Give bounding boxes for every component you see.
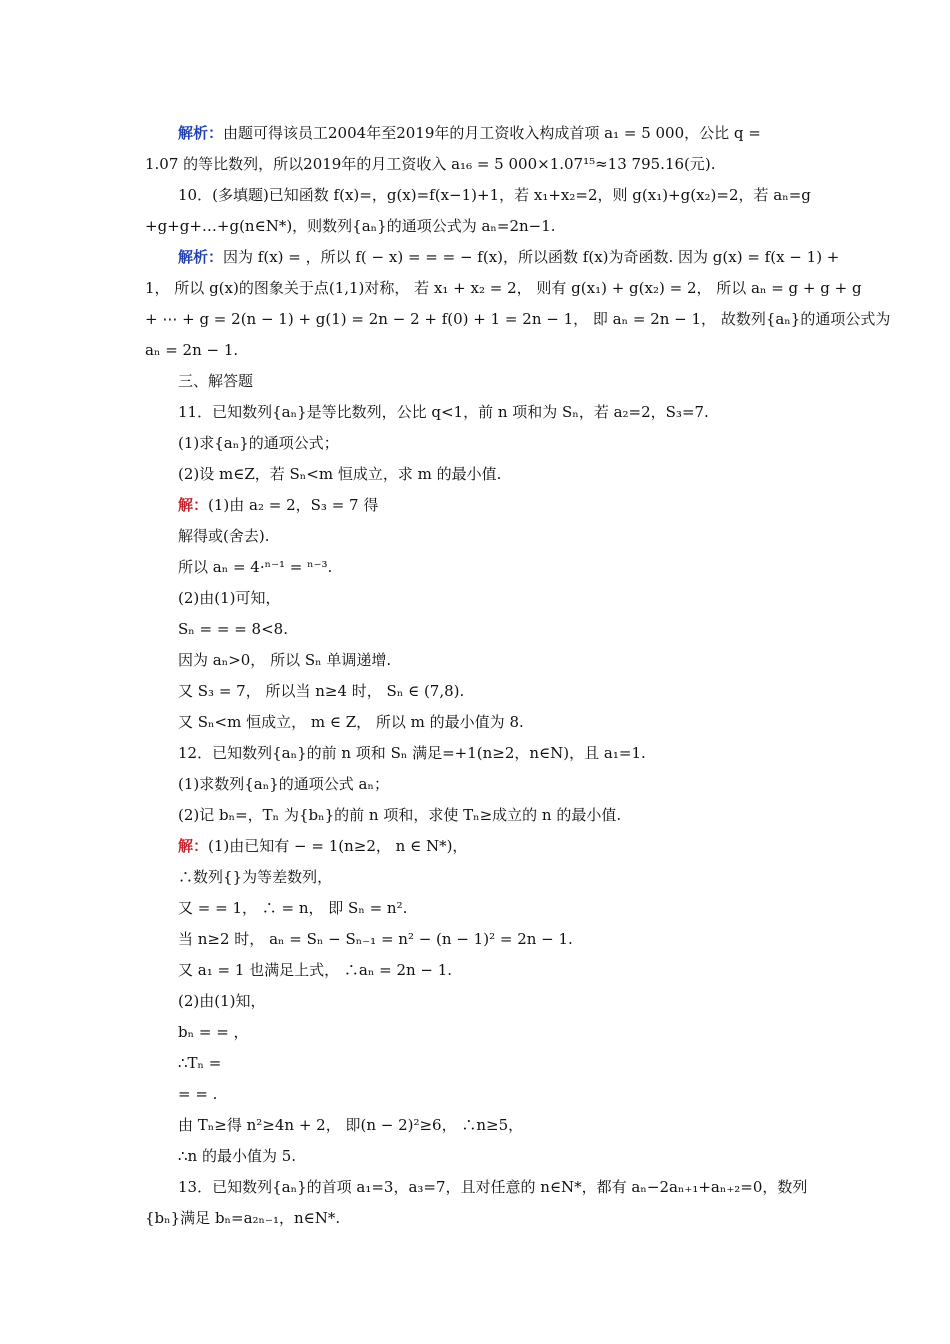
text-line: (2)记 bₙ=，Tₙ 为{bₙ}的前 n 项和，求使 Tₙ≥成立的 n 的最小值. — [178, 806, 622, 824]
text-line: (1)求数列{aₙ}的通项公式 aₙ； — [178, 775, 389, 793]
solution-label: 解： — [178, 496, 209, 514]
text-line: 当 n≥2 时， aₙ = Sₙ − Sₙ₋₁ = n² − (n − 1)² = 2n − 1. — [178, 930, 573, 948]
text-line: 又 S₃ = 7， 所以当 n≥4 时， Sₙ ∈ (7,8). — [178, 682, 465, 700]
text-line: = = . — [178, 1085, 218, 1103]
text-line: + ⋯ + g = 2(n − 1) + g(1) = 2n − 2 + f(0) + 1 = 2n − 1， 即 aₙ = 2n − 1， 故数列{aₙ}的通项公式为 — [145, 310, 891, 328]
text-line: 1， 所以 g(x)的图象关于点(1,1)对称， 若 x₁ + x₂ = 2， 则有 g(x₁) + g(x₂) = 2， 所以 aₙ = g + g + g — [145, 279, 862, 297]
text-line: 又 Sₙ<m 恒成立， m ∈ Z， 所以 m 的最小值为 8. — [178, 713, 524, 731]
text-line: Sₙ = = = 8<8. — [178, 620, 288, 638]
text-line: 又 = = 1， ∴ = n， 即 Sₙ = n². — [178, 899, 408, 917]
question-12: 12．已知数列{aₙ}的前 n 项和 Sₙ 满足=+1(n≥2，n∈N)，且 a₁=1. — [178, 744, 646, 762]
text-line: 因为 aₙ>0， 所以 Sₙ 单调递增. — [178, 651, 392, 669]
question-11: 11．已知数列{aₙ}是等比数列，公比 q<1，前 n 项和为 Sₙ，若 a₂=2，S₃=7. — [178, 403, 709, 421]
text-line: (2)设 m∈Z，若 Sₙ<m 恒成立，求 m 的最小值. — [178, 465, 502, 483]
text-line: 1.07 的等比数列，所以2019年的月工资收入 a₁₆ = 5 000×1.07¹⁵≈13 795.16(元). — [145, 155, 716, 173]
text-line: +g+g+…+g(n∈N*)，则数列{aₙ}的通项公式为 aₙ=2n−1. — [145, 217, 556, 235]
text-line: 所以 aₙ = 4·ⁿ⁻¹ = ⁿ⁻³. — [178, 558, 333, 576]
text-line: 由 Tₙ≥得 n²≥4n + 2， 即(n − 2)²≥6， ∴n≥5， — [178, 1116, 524, 1134]
text-line: ∴Tₙ = — [178, 1054, 222, 1072]
text-line: 解得或(舍去). — [178, 527, 270, 545]
text-line: 解：(1)由已知有 − = 1(n≥2， n ∈ N*)， — [178, 837, 468, 855]
analysis-label: 解析： — [178, 124, 224, 142]
text-line: ∴数列{}为等差数列， — [178, 868, 333, 886]
question-13: 13．已知数列{aₙ}的首项 a₁=3，a₃=7，且对任意的 n∈N*，都有 aₙ−2aₙ₊₁+aₙ₊₂=0，数列 — [178, 1178, 808, 1196]
text-line: bₙ = = ， — [178, 1023, 249, 1041]
analysis-label: 解析： — [178, 248, 224, 266]
text-line: (1)求{aₙ}的通项公式； — [178, 434, 339, 452]
solution-label: 解： — [178, 837, 209, 855]
text-line: {bₙ}满足 bₙ=a₂ₙ₋₁，n∈N*. — [145, 1209, 341, 1227]
text-line: 解析：由题可得该员工2004年至2019年的月工资收入构成首项 a₁ = 5 000，公比 q = — [178, 124, 761, 142]
text-line: (2)由(1)知， — [178, 992, 266, 1010]
text-line: (2)由(1)可知， — [178, 589, 281, 607]
section-heading: 三、解答题 — [178, 372, 254, 390]
text-line: 解：(1)由 a₂ = 2，S₃ = 7 得 — [178, 496, 379, 514]
text-line: 又 a₁ = 1 也满足上式， ∴aₙ = 2n − 1. — [178, 961, 453, 979]
text-line: 解析：因为 f(x) = ，所以 f( − x) = = = − f(x)，所以函数 f(x)为奇函数. 因为 g(x) = f(x − 1) + — [178, 248, 840, 266]
text-line: aₙ = 2n − 1. — [145, 341, 239, 359]
text-line: ∴n 的最小值为 5. — [178, 1147, 297, 1165]
question-10: 10．(多填题)已知函数 f(x)=，g(x)=f(x−1)+1，若 x₁+x₂=2，则 g(x₁)+g(x₂)=2，若 aₙ=g — [178, 186, 811, 204]
